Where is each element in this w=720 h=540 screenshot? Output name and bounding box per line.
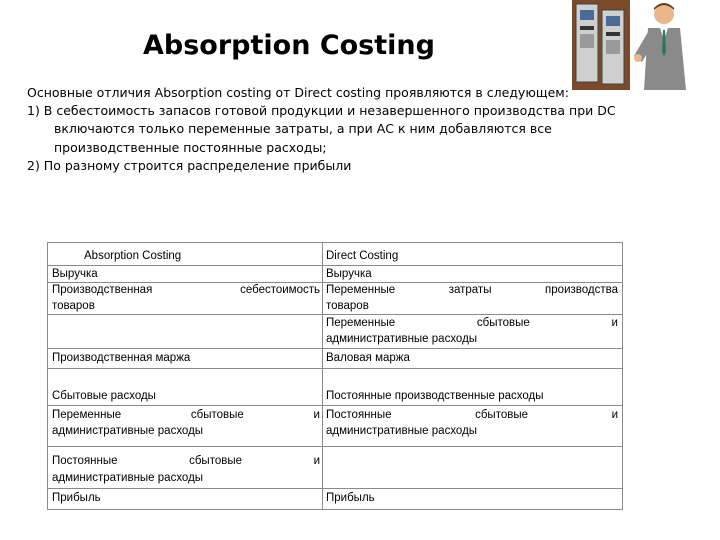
right-var-sell-word: и bbox=[611, 317, 618, 329]
row-rule bbox=[48, 282, 622, 283]
left-fixed-sell-word: и bbox=[313, 455, 320, 467]
businessman-illustration bbox=[568, 0, 720, 90]
left-fixed-sell-word: Постоянные bbox=[52, 455, 118, 467]
right-var-prod-word: производства bbox=[545, 284, 618, 296]
left-revenue: Выручка bbox=[52, 268, 98, 280]
left-header: Absorption Costing bbox=[84, 250, 182, 262]
comparison-table bbox=[47, 242, 623, 510]
right-profit: Прибыль bbox=[326, 492, 375, 504]
right-var-prod bbox=[326, 284, 618, 297]
row-rule bbox=[48, 446, 622, 447]
left-cogs-word: Производственная bbox=[52, 284, 153, 296]
right-gross-margin: Валовая маржа bbox=[326, 352, 410, 364]
row-rule bbox=[48, 314, 622, 315]
right-fixed-sell-line2: административные расходы bbox=[326, 425, 478, 437]
left-fixed-sell-word: сбытовые bbox=[189, 455, 243, 467]
left-var-sell bbox=[52, 409, 320, 422]
right-fixed-sell bbox=[326, 409, 618, 422]
right-var-sell-word: Переменные bbox=[326, 317, 396, 329]
left-selling: Сбытовые расходы bbox=[52, 390, 156, 402]
intro-line: Основные отличия Absorption costing от Direct costing проявляются в следующем: bbox=[27, 85, 569, 100]
right-var-prod-line2: товаров bbox=[326, 300, 369, 312]
left-cogs bbox=[52, 284, 320, 297]
right-fixed-sell-word: сбытовые bbox=[475, 409, 529, 421]
row-rule bbox=[48, 405, 622, 406]
left-cogs-line2: товаров bbox=[52, 300, 95, 312]
left-fixed-sell bbox=[52, 455, 320, 468]
right-revenue: Выручка bbox=[326, 268, 372, 280]
right-var-sell bbox=[326, 317, 618, 330]
right-var-sell-line2: административные расходы bbox=[326, 333, 478, 345]
intro-text bbox=[27, 84, 637, 175]
row-rule bbox=[48, 368, 622, 369]
right-var-prod-word: затраты bbox=[448, 284, 492, 296]
left-cogs-word: себестоимость bbox=[240, 284, 320, 296]
point-2: 2) По разному строится распределение прибыли bbox=[27, 157, 352, 173]
header-rule bbox=[48, 265, 622, 266]
left-var-sell-word: Переменные bbox=[52, 409, 122, 421]
right-var-prod-word: Переменные bbox=[326, 284, 396, 296]
left-profit: Прибыль bbox=[52, 492, 101, 504]
right-fixed-sell-word: и bbox=[611, 409, 618, 421]
left-var-sell-word: сбытовые bbox=[190, 409, 244, 421]
left-var-sell-line2: административные расходы bbox=[52, 425, 204, 437]
page-title: Absorption Costing bbox=[143, 30, 435, 61]
right-var-sell-word: сбытовые bbox=[476, 317, 530, 329]
left-var-sell-word: и bbox=[313, 409, 320, 421]
right-fixed-sell-word: Постоянные bbox=[326, 409, 392, 421]
row-rule bbox=[48, 488, 622, 489]
point-1: 1) В себестоимость запасов готовой продукции и незавершенного производства при DC включаются только переменные затраты, а при АС к ним добавляются все производственные постоянные расходы; bbox=[27, 103, 616, 155]
right-header: Direct Costing bbox=[326, 250, 399, 262]
left-fixed-sell-line2: административные расходы bbox=[52, 472, 204, 484]
left-margin: Производственная маржа bbox=[52, 352, 191, 364]
row-rule bbox=[48, 348, 622, 349]
right-fixed-prod: Постоянные производственные расходы bbox=[326, 390, 544, 402]
